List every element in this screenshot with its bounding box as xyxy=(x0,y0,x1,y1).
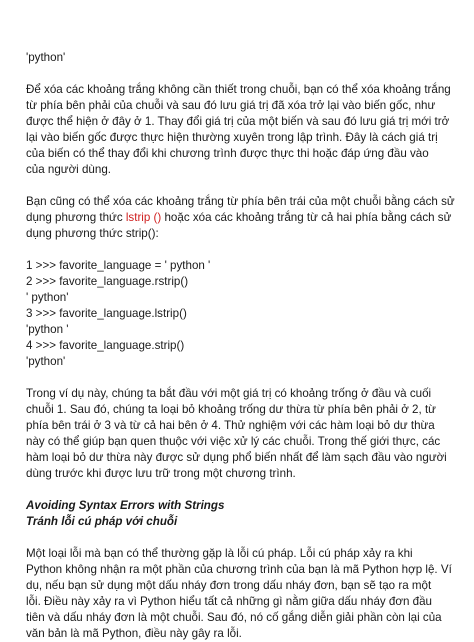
section-heading-vietnamese: Tránh lỗi cú pháp với chuỗi xyxy=(26,515,178,528)
paragraph-4-line: dụ, nếu bạn sử dụng một dấu nháy đơn trong dấu nháy đơn, bạn sẽ tạo ra một xyxy=(26,579,432,592)
paragraph-1-line: của người dùng. xyxy=(26,163,111,176)
paragraph-1-line: lại vào biến gốc được thực hiện thường xuyên trong lập trình. Đây là cách giá trị xyxy=(26,131,438,144)
paragraph-1 xyxy=(26,82,458,178)
paragraph-3-line: hàm loại bỏ dư thừa này được sử dụng phổ biến nhất để làm sạch đầu vào người xyxy=(26,451,447,464)
section-heading-english: Avoiding Syntax Errors with Strings xyxy=(26,499,225,512)
code-line: 'python ' xyxy=(26,323,69,336)
lstrip-highlight: lstrip () xyxy=(125,211,162,224)
spacer xyxy=(26,66,458,82)
paragraph-2-text: dụng phương thức xyxy=(26,211,126,224)
paragraph-3-line: chuỗi 1. Sau đó, chúng ta loại bỏ khoảng trống dư thừa từ phía bên phải ở 2, từ xyxy=(26,403,436,416)
paragraph-3-line: phía bên trái ở 3 và từ cả hai bên ở 4. Thử nghiệm với các hàm loại bỏ dư thừa xyxy=(26,419,435,432)
document-page xyxy=(26,50,458,642)
paragraph-4-line: Một loại lỗi mà bạn có thể thường gặp là lỗi cú pháp. Lỗi cú pháp xảy ra khi xyxy=(26,547,413,560)
code-line: 4 >>> favorite_language.strip() xyxy=(26,339,185,352)
paragraph-4-line: lỗi. Điều này xảy ra vì Python hiểu tất cả những gì nằm giữa dấu nháy đơn đầu xyxy=(26,595,432,608)
code-line: 'python' xyxy=(26,355,66,368)
paragraph-4-line: văn bản là mã Python, điều này gây ra lỗi. xyxy=(26,627,242,640)
paragraph-1-line: của biến có thể thay đổi khi chương trình được thực thi hoặc đáp ứng đầu vào xyxy=(26,147,429,160)
paragraph-3-line: này có thể giúp bạn quen thuộc với việc xử lý các chuỗi. Trong thế giới thực, các xyxy=(26,435,441,448)
paragraph-3-line: Trong ví dụ này, chúng ta bắt đầu với một giá trị có khoảng trống ở đầu và cuối xyxy=(26,387,432,400)
code-block xyxy=(26,258,458,370)
paragraph-1-line: từ phía bên phải của chuỗi và sau đó lưu giá trị đã xóa trở lại vào biến gốc, như xyxy=(26,99,436,112)
paragraph-2 xyxy=(26,194,458,242)
code-line: 3 >>> favorite_language.lstrip() xyxy=(26,307,187,320)
code-line: 1 >>> favorite_language = ' python ' xyxy=(26,259,211,272)
spacer xyxy=(26,242,458,258)
paragraph-1-line: Để xóa các khoảng trắng không cần thiết trong chuỗi, bạn có thể xóa khoảng trắng xyxy=(26,83,451,96)
code-line: 2 >>> favorite_language.rstrip() xyxy=(26,275,189,288)
paragraph-1-line: được thể hiện ở đây ở 1. Thay đổi giá trị của một biến và sau đó lưu giá trị mới trở xyxy=(26,115,450,128)
paragraph-2-line: dụng phương thức strip(): xyxy=(26,227,159,240)
paragraph-4-line: tiên và dấu nháy đơn là một chuỗi. Sau đó, nó cố gắng diễn giải phần còn lại của xyxy=(26,611,442,624)
code-line: ' python' xyxy=(26,291,69,304)
spacer xyxy=(26,530,458,546)
paragraph-3 xyxy=(26,386,458,482)
paragraph-2-line: Bạn cũng có thể xóa các khoảng trắng từ phía bên trái của một chuỗi bằng cách sử xyxy=(26,195,455,208)
paragraph-2-line-mixed xyxy=(26,210,458,226)
paragraph-4-line: Python không nhận ra một phần của chương trình của bạn là mã Python hợp lệ. Ví xyxy=(26,563,452,576)
paragraph-4 xyxy=(26,546,458,642)
spacer xyxy=(26,370,458,386)
spacer xyxy=(26,482,458,498)
spacer xyxy=(26,178,458,194)
paragraph-3-line: dùng trước khi được lưu trữ trong một chương trình. xyxy=(26,467,296,480)
paragraph-2-text: hoặc xóa các khoảng trắng từ cả hai phía bằng cách sử xyxy=(161,211,452,224)
intro-line: 'python' xyxy=(26,51,66,64)
